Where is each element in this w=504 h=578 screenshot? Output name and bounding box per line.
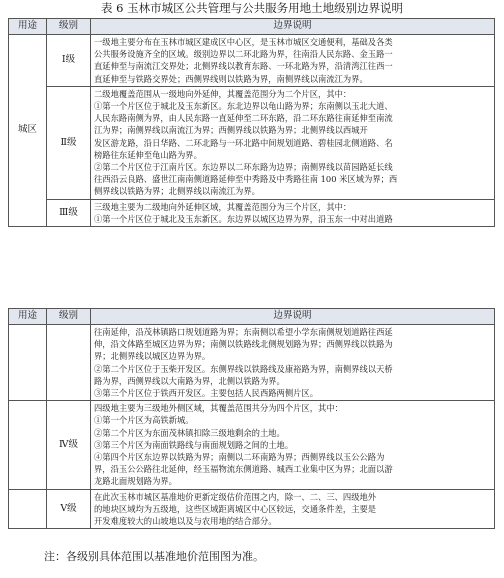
header-boundary: 边界说明 [91,309,495,325]
description-line: ③第三个片区位于铁西开发区。主要包括人民西路两侧片区。 [94,388,319,399]
boundary-description [91,35,495,87]
description-line: 江为界；南侧界线以南流江为界；西侧界线以铁路为界；北侧界线以西城开 [94,125,368,136]
description-line: 侧界线以铁路为界；北侧界线以南流江为界。 [94,186,260,197]
table-row [9,86,495,199]
use-cell [9,489,47,529]
table-row [9,199,495,226]
boundary-description [91,489,495,529]
header-level: 级别 [47,19,91,35]
boundary-description [91,325,495,401]
description-line: 开发难度较大的山坡地以及与农用地的结合部分。 [94,516,277,527]
description-line: ②第二个片区位于玉柴开发区。东侧界线以铁路线及康裕路为界，南侧界线以天桥 [94,363,393,374]
description-line: ③第三个片区为南面铁路线与南面规划路之间的土地。 [94,439,294,450]
description-line: ①第一个片区为高铁新城。 [94,415,194,426]
description-line: 一级地主要分布在玉林市城区建成区中心区，是玉林市城区交通便利，基础及各类 [94,37,393,47]
description-line: ①第一个片区位于城北及玉东新区。东北边界以龟山路为界；东南侧以玉北大道、 [94,101,393,112]
description-line: 公共服务设施齐全的区域。级别边界以二环北路为界，往南沿人民东路、金玉路一 [94,49,393,60]
boundary-description [91,401,495,489]
description-line: 在此次玉林市城区基准地价更新定级估价范围之内，除一、二、三、四级地外 [94,491,377,502]
header-boundary: 边界说明 [91,19,495,35]
description-line: ②第二个片区为东面茂林镇扣除三级地剩余的土地。 [94,427,285,438]
description-line: 榜路往东延伸至龟山路为界。 [94,149,202,160]
boundary-table-part-2 [8,308,495,529]
table-caption: 表 6 玉林市城区公共管理与公共服务用地土地级别边界说明 [100,1,404,15]
table-row [9,325,495,401]
description-line: 龙路北面规划路为界。 [94,476,177,487]
table-row [9,401,495,489]
description-line: 人民东路南侧为界，由人民东路一直延伸至二环东路，沿二环东路往南延伸至南流 [94,113,393,124]
description-line: 发区游龙路，沿日华路、二环北路与一环北路中间规划道路、碧桂园北侧道路、名 [94,137,393,148]
description-line: 往西沿云良路、盛世江南南侧道路延伸至中秀路及中秀路往南 100 米区域为界；西 [94,174,398,185]
use-cell [9,401,47,489]
description-line: ①第一个片区位于城北及玉东新区。东边界以城区边界为界，沿玉东一中对出道路 [94,213,393,224]
header-use: 用途 [9,19,47,35]
boundary-description [91,199,495,226]
table-header-row [9,19,495,35]
table-header-row [9,309,495,325]
boundary-table-part-1 [8,18,495,227]
table-row [9,35,495,87]
description-line: 直延伸至与铁路交界处；西侧界线则以铁路为界，南侧界线以南流江为界。 [94,73,368,84]
description-line: 界；北侧界线以城区边界为界。 [94,351,211,362]
description-line: 直延伸至与南流江交界处；北侧界线以教育东路、一环北路为界，沿清湾江往西一 [94,61,393,72]
use-cell: 城区 [9,35,47,227]
header-use: 用途 [9,309,47,325]
level-cell [47,325,91,401]
footnote: 注：各级别具体范围以基准地价范围图为准。 [44,550,264,563]
level-cell: Ⅲ级 [47,199,91,226]
description-line: 路为界，西侧界线以大南路为界，北侧以铁路为界。 [94,375,285,386]
description-line: 伸，沿文体路至城区边界为界；南侧以铁路线北侧规划路为界；西侧界线以铁路为 [94,339,393,350]
level-cell: Ⅴ级 [47,489,91,529]
level-cell: Ⅳ级 [47,401,91,489]
description-line: 的地块区域均为五级地，这些区域距离城区中心区较远，交通条件差，主要是 [94,503,377,514]
table-row [9,489,495,529]
level-cell: Ⅰ级 [47,35,91,87]
use-cell [9,325,47,401]
description-line: ②第二个片区位于江南片区。东边界以二环东路为边界；南侧界线以苗园路延长线 [94,162,393,173]
description-line: 三级地主要为二级地向外延伸区域，其覆盖范围分为三个片区，其中： [94,201,352,212]
boundary-description [91,86,495,199]
description-line: 往南延伸，沿茂林镇路口规划道路为界；东南侧以希望小学东南侧规划道路往西延 [94,327,393,337]
description-line: 界，沿玉公公路往北延伸，经玉福物流东侧道路、城西工业集中区为界；北面以游 [94,464,393,475]
level-cell: Ⅱ级 [47,86,91,199]
description-line: 四级地主要为三级地外侧区域，其覆盖范围共分为四个片区，其中： [94,403,343,414]
header-level: 级别 [47,309,91,325]
description-line: 二级地覆盖范围从一级地向外延伸，其覆盖范围分为二个片区，其中： [94,88,352,99]
description-line: ④第四个片区东边界以铁路为界；南侧以二环南路为界；西侧界线以玉公公路为 [94,452,385,463]
